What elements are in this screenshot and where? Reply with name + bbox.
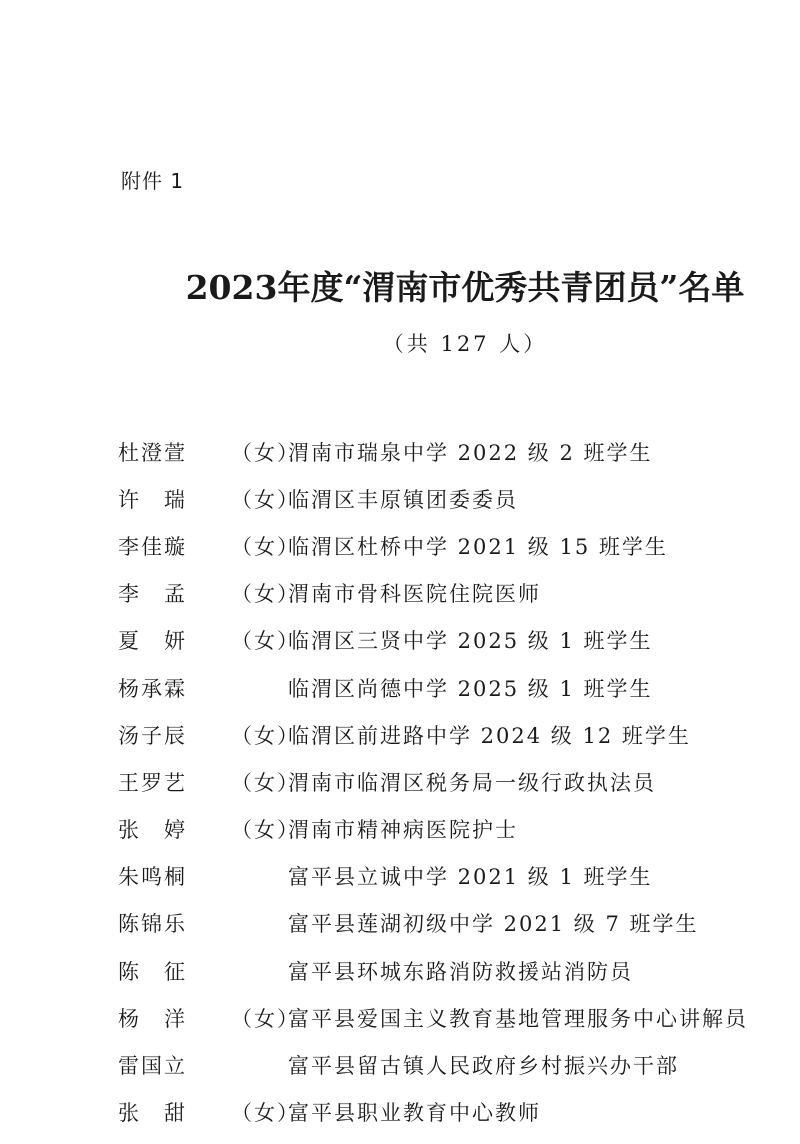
entry-gender: （女） [231,487,300,512]
document-title: 2023年度“渭南市优秀共青团员”名单 [185,268,745,307]
entry-gender: （女） [231,440,300,465]
entry-name: 许 瑞 [118,487,187,512]
attachment-label: 附件 1 [121,169,185,193]
entry-description: 富平县留古镇人民政府乡村振兴办干部 [288,1054,679,1079]
entry-name: 张 甜 [118,1101,187,1126]
entry-description: 渭南市骨科医院住院医师 [288,582,541,607]
entry-gender: （女） [231,1101,300,1126]
entry-name: 朱鸣桐 [118,865,187,890]
entry-name: 王罗艺 [118,770,187,795]
entry-description: 临渭区前进路中学 2024 级 12 班学生 [288,723,691,748]
entry-gender: （女） [231,582,300,607]
document-subtitle: （共 127 人） [382,332,548,356]
entry-name: 陈 征 [118,959,187,984]
entry-description: 富平县莲湖初级中学 2021 级 7 班学生 [288,912,699,937]
entry-description: 富平县爱国主义教育基地管理服务中心讲解员 [288,1006,748,1031]
list-item [118,522,748,569]
list-item [118,428,748,475]
entry-gender: （女） [231,1006,300,1031]
entry-description: 临渭区尚德中学 2025 级 1 班学生 [288,676,653,701]
honoree-list [118,428,748,1136]
entry-name: 李 孟 [118,582,187,607]
entry-description: 临渭区杜桥中学 2021 级 15 班学生 [288,534,668,559]
list-item [118,664,748,711]
list-item [118,1041,748,1088]
list-item [118,853,748,900]
entry-name: 张 婷 [118,818,187,843]
list-item [118,994,748,1041]
entry-description: 渭南市瑞泉中学 2022 级 2 班学生 [288,440,653,465]
entry-gender: （女） [231,770,300,795]
entry-description: 渭南市临渭区税务局一级行政执法员 [288,770,656,795]
entry-gender: （女） [231,818,300,843]
entry-name: 夏 妍 [118,629,187,654]
entry-gender: （女） [231,534,300,559]
list-item [118,711,748,758]
list-item [118,806,748,853]
entry-gender: （女） [231,723,300,748]
entry-name: 杨 洋 [118,1006,187,1031]
entry-gender: （女） [231,629,300,654]
entry-description: 临渭区丰原镇团委委员 [288,487,518,512]
entry-description: 富平县职业教育中心教师 [288,1101,541,1126]
entry-name: 李佳璇 [118,534,187,559]
entry-name: 杜澄萱 [118,440,187,465]
list-item [118,900,748,947]
entry-name: 汤子辰 [118,723,187,748]
entry-name: 雷国立 [118,1054,187,1079]
list-item [118,475,748,522]
list-item [118,570,748,617]
entry-description: 临渭区三贤中学 2025 级 1 班学生 [288,629,653,654]
entry-description: 富平县环城东路消防救援站消防员 [288,959,633,984]
list-item [118,758,748,805]
entry-description: 渭南市精神病医院护士 [288,818,518,843]
entry-description: 富平县立诚中学 2021 级 1 班学生 [288,865,653,890]
list-item [118,617,748,664]
list-item [118,1089,748,1136]
list-item [118,947,748,994]
entry-name: 陈锦乐 [118,912,187,937]
entry-name: 杨承霖 [118,676,187,701]
